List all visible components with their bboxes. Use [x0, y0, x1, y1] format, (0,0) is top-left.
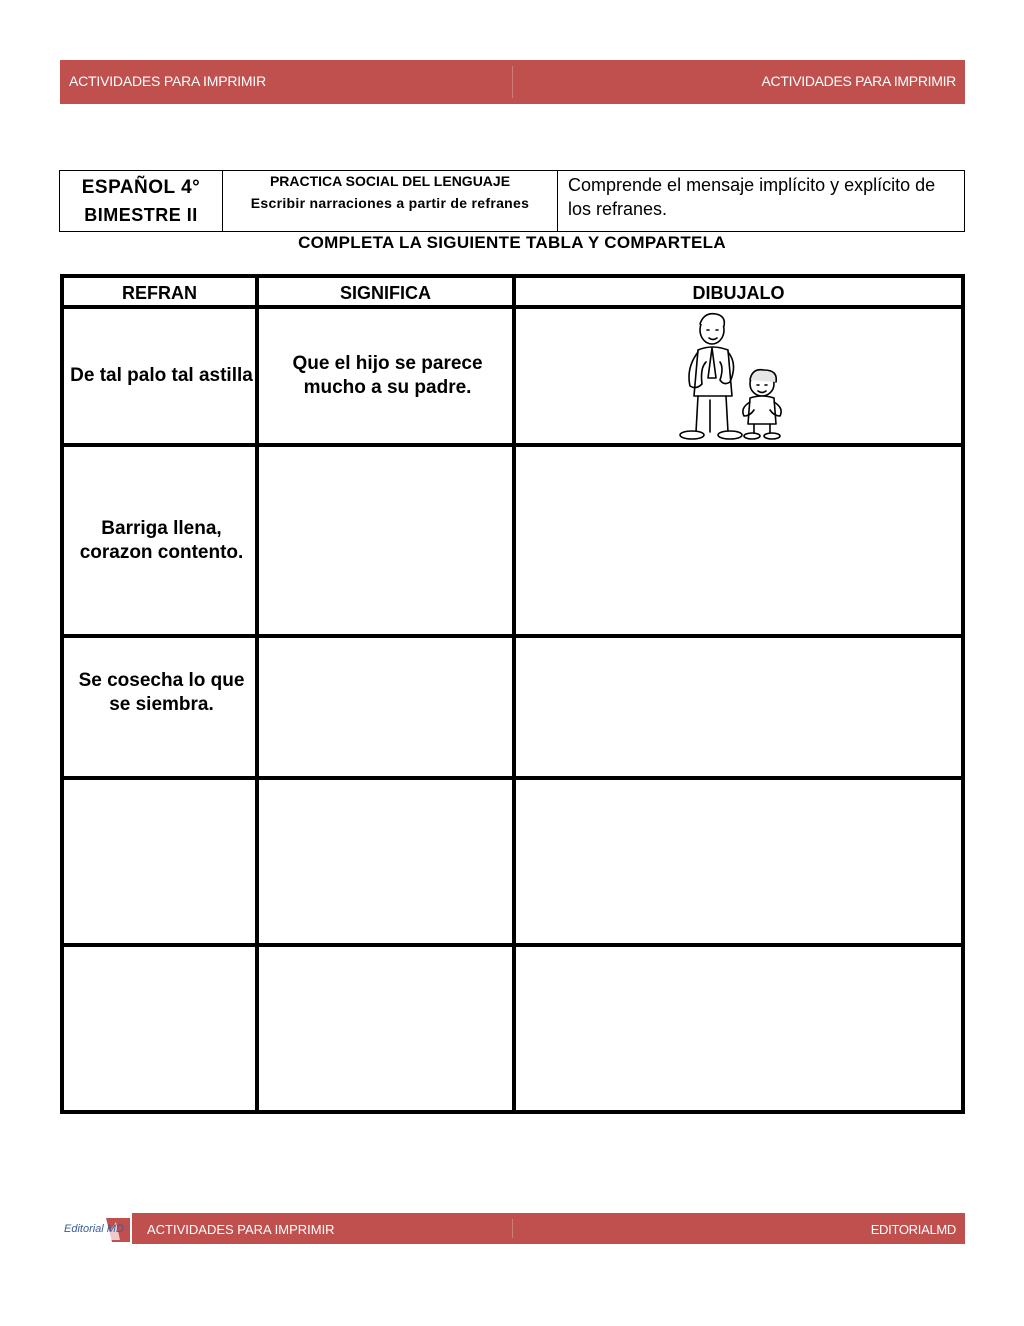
footer-right-text: EDITORIALMD — [870, 1222, 956, 1237]
dibujo-cell[interactable] — [516, 447, 961, 634]
subject-line1: ESPAÑOL 4° — [81, 177, 201, 198]
proverbs-table — [60, 274, 965, 1114]
significa-cell[interactable] — [263, 447, 512, 634]
column-header-dibujalo: DIBUJALO — [692, 283, 785, 303]
logo-text: Editorial MD — [64, 1223, 124, 1235]
column-header-significa: SIGNIFICA — [339, 283, 431, 303]
editorial-logo — [60, 1212, 132, 1246]
practice-title: PRACTICA SOCIAL DEL LENGUAJE — [269, 173, 511, 189]
goal-text: Comprende el mensaje implícito y explícito de los refranes. — [568, 175, 936, 219]
refran-cell — [68, 447, 255, 634]
significa-cell[interactable] — [263, 309, 512, 443]
column-header-refran: REFRAN — [122, 283, 197, 303]
header-divider — [512, 66, 513, 98]
refran-cell[interactable] — [68, 780, 255, 943]
column-divider — [255, 278, 259, 1110]
instruction-heading: COMPLETA LA SIGUIENTE TABLA Y COMPARTELA — [298, 233, 726, 252]
subject-cell — [60, 171, 223, 231]
info-table — [59, 170, 965, 232]
father-and-son-drawing — [664, 308, 824, 443]
dibujo-cell[interactable] — [516, 780, 961, 943]
refran-cell[interactable] — [68, 947, 255, 1110]
header-left-text: ACTIVIDADES PARA IMPRIMIR — [69, 73, 266, 89]
refran-text: Se cosecha lo que se siembra. — [78, 670, 245, 715]
header-banner — [60, 60, 965, 104]
significa-cell[interactable] — [263, 947, 512, 1110]
footer-banner — [60, 1213, 965, 1244]
refran-text: Barriga llena, corazon contento. — [79, 517, 244, 563]
footer-divider — [512, 1219, 513, 1238]
refran-cell — [68, 638, 255, 748]
footer-left-text: ACTIVIDADES PARA IMPRIMIR — [147, 1222, 335, 1237]
significa-cell[interactable] — [263, 638, 512, 776]
refran-cell — [68, 309, 255, 443]
refran-text: De tal palo tal astilla — [70, 365, 253, 386]
goal-cell — [558, 171, 964, 231]
header-right-text: ACTIVIDADES PARA IMPRIMIR — [761, 73, 956, 89]
significa-cell[interactable] — [263, 780, 512, 943]
practice-cell — [223, 171, 558, 231]
dibujo-cell[interactable] — [516, 638, 961, 776]
subject-line2: BIMESTRE II — [84, 205, 198, 225]
significa-text: Que el hijo se parece mucho a su padre. — [292, 353, 483, 398]
dibujo-cell[interactable] — [516, 947, 961, 1110]
practice-subtitle: Escribir narraciones a partir de refranes — [250, 195, 530, 211]
